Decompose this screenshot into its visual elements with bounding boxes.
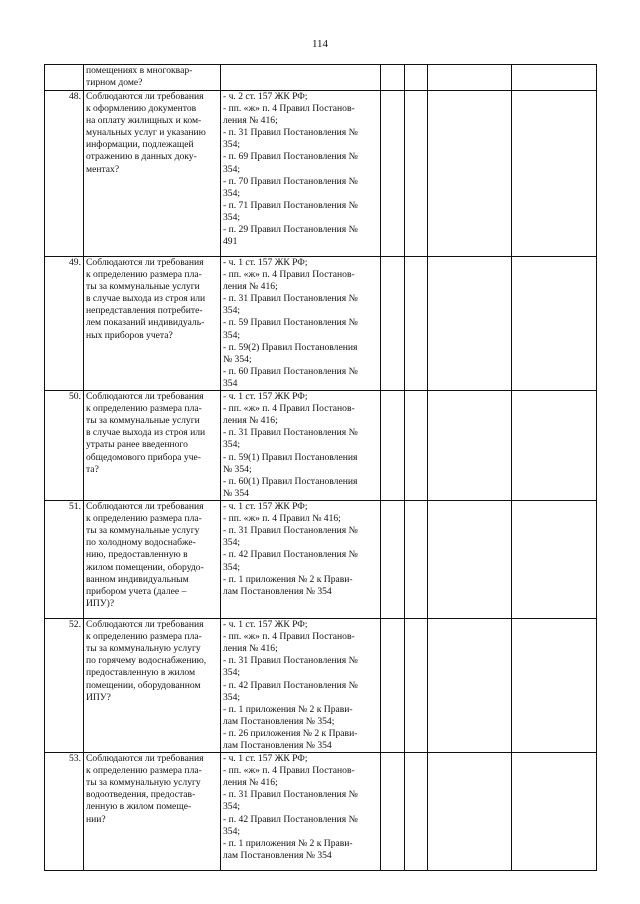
legal-reference-cell	[221, 619, 381, 753]
legal-reference-cell	[221, 91, 381, 257]
answer-na-cell[interactable]	[428, 65, 512, 91]
reference-line: - п. 69 Правил Постановления №	[223, 151, 358, 163]
reference-line: - п. 71 Правил Постановления №	[223, 199, 358, 211]
question-line: предоставленную в жилом	[86, 667, 196, 679]
answer-no-cell[interactable]	[405, 257, 428, 391]
reference-line: - п. 42 Правил Постановления №	[223, 549, 358, 561]
question-cell	[84, 257, 221, 391]
reference-line: - ч. 1 ст. 157 ЖК РФ;	[223, 391, 308, 403]
reference-line: 354;	[223, 211, 241, 223]
row-number-cell	[45, 65, 84, 91]
question-line: Соблюдаются ли требования	[86, 91, 204, 102]
reference-line: - пп. «ж» п. 4 Правил Постанов-	[223, 103, 355, 115]
reference-line: - п. 31 Правил Постановления №	[223, 655, 358, 667]
reference-line: лам Постановления № 354	[223, 849, 332, 861]
answer-no-cell[interactable]	[405, 65, 428, 91]
question-line: жилом помещении, оборудо-	[86, 561, 204, 573]
answer-no-cell[interactable]	[405, 501, 428, 619]
answer-no-cell[interactable]	[405, 91, 428, 257]
reference-line: - п. 59(1) Правил Постановления	[223, 451, 358, 463]
question-line: помещении, оборудованном	[86, 679, 201, 691]
table-row	[45, 619, 597, 753]
question-line: ты за коммунальные услуги	[86, 281, 200, 293]
legal-reference-cell	[221, 501, 381, 619]
reference-line: - п. 42 Правил Постановления №	[223, 813, 358, 825]
answer-yes-cell[interactable]	[381, 501, 405, 619]
answer-yes-cell[interactable]	[381, 619, 405, 753]
reference-line: - п. 60(1) Правил Постановления	[223, 475, 358, 487]
question-line: ты за коммунальные услугу	[86, 525, 200, 537]
reference-line: 354;	[223, 825, 241, 837]
reference-line: лам Постановления № 354	[223, 739, 332, 751]
answer-na-cell[interactable]	[428, 257, 512, 391]
comment-cell[interactable]	[512, 91, 597, 257]
question-cell	[84, 65, 221, 91]
question-line: по холодному водоснабже-	[86, 537, 196, 549]
reference-line: - п. 42 Правил Постановления №	[223, 679, 358, 691]
reference-line: - пп. «ж» п. 4 Правил Постанов-	[223, 765, 355, 777]
reference-line: ления № 416;	[223, 281, 278, 293]
reference-line: 354;	[223, 801, 241, 813]
question-line: в случае выхода из строя или	[86, 427, 206, 439]
reference-line: 354;	[223, 561, 241, 573]
reference-line: ления № 416;	[223, 415, 278, 427]
question-line: Соблюдаются ли требования	[86, 501, 204, 513]
question-line: тирном доме?	[86, 77, 143, 89]
question-line: лем показаний индивидуаль-	[86, 317, 205, 329]
row-number-cell: 49.	[45, 257, 84, 391]
page-number: 114	[311, 38, 329, 50]
reference-line: - п. 26 приложения № 2 к Прави-	[223, 727, 358, 739]
reference-line: ления № 416;	[223, 115, 278, 127]
question-line: нии?	[86, 813, 106, 825]
comment-cell[interactable]	[512, 619, 597, 753]
reference-line: 354;	[223, 439, 241, 451]
answer-yes-cell[interactable]	[381, 753, 405, 871]
question-line: информации, подлежащей	[86, 139, 194, 151]
question-line: Соблюдаются ли требования	[86, 391, 204, 403]
answer-na-cell[interactable]	[428, 391, 512, 501]
question-line: ты за коммунальную услугу	[86, 643, 201, 655]
answer-yes-cell[interactable]	[381, 257, 405, 391]
answer-na-cell[interactable]	[428, 753, 512, 871]
question-line: к определению размера пла-	[86, 269, 202, 281]
question-line: непредставления потребите-	[86, 305, 203, 317]
reference-line: 491	[223, 236, 238, 248]
reference-line: - п. 29 Правил Постановления №	[223, 224, 358, 236]
comment-cell[interactable]	[512, 753, 597, 871]
question-line: к определению размера пла-	[86, 403, 202, 415]
question-line: ИПУ?	[86, 691, 111, 703]
reference-line: 354;	[223, 537, 241, 549]
question-cell	[84, 501, 221, 619]
table-row	[45, 257, 597, 391]
reference-line: лам Постановления № 354;	[223, 715, 335, 727]
question-line: к оформлению документов	[86, 103, 197, 115]
reference-line: - ч. 1 ст. 157 ЖК РФ;	[223, 753, 308, 765]
question-line: ты за коммунальную услугу	[86, 777, 201, 789]
reference-line: - п. 31 Правил Постановления №	[223, 427, 358, 439]
answer-na-cell[interactable]	[428, 501, 512, 619]
reference-line: - п. 70 Правил Постановления №	[223, 175, 358, 187]
reference-line: 354;	[223, 187, 241, 199]
question-cell	[84, 91, 221, 257]
legal-reference-cell	[221, 753, 381, 871]
question-line: Соблюдаются ли требования	[86, 753, 204, 765]
reference-line: - п. 1 приложения № 2 к Прави-	[223, 573, 353, 585]
reference-line: 354;	[223, 329, 241, 341]
row-number-cell: 51.	[45, 501, 84, 619]
row-number-cell: 50.	[45, 391, 84, 501]
reference-line: - п. 31 Правил Постановления №	[223, 127, 358, 139]
question-line: общедомового прибора уче-	[86, 451, 201, 463]
comment-cell[interactable]	[512, 257, 597, 391]
question-line: ИПУ)?	[86, 597, 115, 609]
reference-line: - пп. «ж» п. 4 Правил № 416;	[223, 513, 341, 525]
question-cell	[84, 391, 221, 501]
question-line: Соблюдаются ли требования	[86, 257, 204, 268]
question-line: ных приборов учета?	[86, 329, 173, 341]
reference-line: - п. 1 приложения № 2 к Прави-	[223, 703, 353, 715]
reference-line: 354;	[223, 691, 241, 703]
question-line: на оплату жилищных и ком-	[86, 115, 202, 127]
comment-cell[interactable]	[512, 65, 597, 91]
table-row	[45, 391, 597, 501]
question-cell	[84, 619, 221, 753]
reference-line: - ч. 2 ст. 157 ЖК РФ;	[223, 91, 308, 102]
question-line: Соблюдаются ли требования	[86, 619, 204, 631]
question-line: в случае выхода из строя или	[86, 293, 206, 305]
question-line: к определению размера пла-	[86, 631, 202, 643]
question-line: отражению в данных доку-	[86, 151, 197, 163]
answer-no-cell[interactable]	[405, 753, 428, 871]
question-line: ванном индивидуальным	[86, 573, 189, 585]
reference-line: - п. 59(2) Правил Постановления	[223, 341, 358, 353]
table-row	[45, 501, 597, 619]
reference-line: - пп. «ж» п. 4 Правил Постанов-	[223, 403, 355, 415]
answer-na-cell[interactable]	[428, 619, 512, 753]
reference-line: 354;	[223, 163, 241, 175]
reference-line: - пп. «ж» п. 4 Правил Постанов-	[223, 269, 355, 281]
question-line: мунальных услуг и указанию	[86, 127, 206, 139]
reference-line: ления № 416;	[223, 643, 278, 655]
question-line: ментах?	[86, 163, 120, 175]
reference-line: 354;	[223, 667, 241, 679]
comment-cell[interactable]	[512, 501, 597, 619]
reference-line: - п. 59 Правил Постановления №	[223, 317, 358, 329]
checklist-table	[44, 64, 597, 871]
reference-line: - ч. 1 ст. 157 ЖК РФ;	[223, 501, 308, 513]
table-row	[45, 753, 597, 871]
answer-yes-cell[interactable]	[381, 65, 405, 91]
reference-line: - пп. «ж» п. 4 Правил Постанов-	[223, 631, 355, 643]
row-number-cell: 48.	[45, 91, 84, 257]
reference-line: 354;	[223, 139, 241, 151]
question-line: прибором учета (далее –	[86, 585, 187, 597]
question-line: та?	[86, 463, 99, 475]
question-line: ты за коммунальные услуги	[86, 415, 200, 427]
question-line: ленную в жилом помеще-	[86, 801, 192, 813]
reference-line: - ч. 1 ст. 157 ЖК РФ;	[223, 619, 308, 631]
reference-line: - п. 60 Правил Постановления №	[223, 365, 358, 377]
reference-line: лам Постановления № 354	[223, 585, 332, 597]
question-line: водоотведения, предостав-	[86, 789, 196, 801]
reference-line: № 354;	[223, 463, 252, 475]
row-number-cell: 52.	[45, 619, 84, 753]
answer-no-cell[interactable]	[405, 619, 428, 753]
answer-na-cell[interactable]	[428, 91, 512, 257]
answer-yes-cell[interactable]	[381, 391, 405, 501]
reference-line: ления № 416;	[223, 777, 278, 789]
reference-line: № 354	[223, 487, 249, 499]
question-line: нию, предоставленную в	[86, 549, 188, 561]
question-line: утраты ранее введенного	[86, 439, 188, 451]
question-line: к определению размера пла-	[86, 765, 202, 777]
reference-line: № 354;	[223, 353, 252, 365]
comment-cell[interactable]	[512, 391, 597, 501]
answer-no-cell[interactable]	[405, 391, 428, 501]
question-line: к определению размера пла-	[86, 513, 202, 525]
reference-line: - п. 31 Правил Постановления №	[223, 525, 358, 537]
question-line: помещениях в многоквар-	[86, 65, 193, 76]
question-line: по горячему водоснабжению,	[86, 655, 207, 667]
table-row	[45, 91, 597, 257]
reference-line: - п. 1 приложения № 2 к Прави-	[223, 837, 353, 849]
reference-line: 354	[223, 377, 238, 389]
reference-line: - п. 31 Правил Постановления №	[223, 789, 358, 801]
reference-line: 354;	[223, 305, 241, 317]
legal-reference-cell	[221, 257, 381, 391]
reference-line: - п. 31 Правил Постановления №	[223, 293, 358, 305]
question-cell	[84, 753, 221, 871]
reference-line: - ч. 1 ст. 157 ЖК РФ;	[223, 257, 308, 268]
legal-reference-cell	[221, 65, 381, 91]
table-row	[45, 65, 597, 91]
answer-yes-cell[interactable]	[381, 91, 405, 257]
legal-reference-cell	[221, 391, 381, 501]
row-number-cell: 53.	[45, 753, 84, 871]
